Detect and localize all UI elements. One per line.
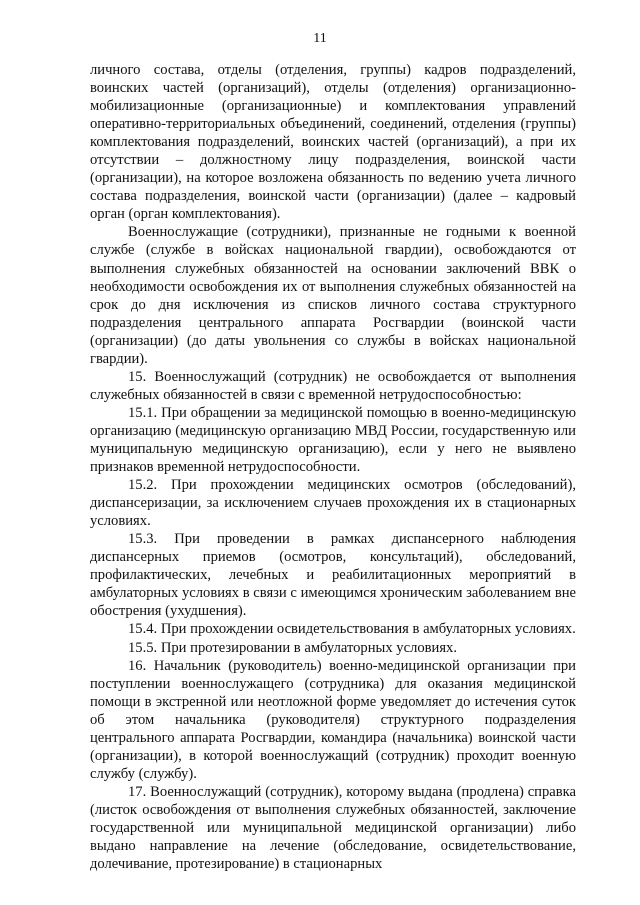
paragraph-15-3: 15.3. При проведении в рамках диспансерного наблюдения диспансерных приемов (осмотров, консультаций), обследований, профилактических, лечебных и реабилитационных мероприятий в амбулаторных условиях в связи с имеющимся хроническим заболеванием вне обострения (ухудшения). xyxy=(90,531,576,620)
paragraph-16: 16. Начальник (руководитель) военно-медицинской организации при поступлении военнослужащего (сотрудника) для оказания медицинской помощи в экстренной или неотложной форме уведомляет до истечения суток об этом начальника (руководителя) структурного подразделения центрального аппарата Росгвардии, командира (начальника) воинской части (организации), в которой военнослужащий (сотрудник) проходит военную службу (службу). xyxy=(90,657,576,782)
paragraph-unfit-servicemen: Военнослужащие (сотрудники), признанные не годными к военной службе (службе в войсках национальной гвардии), освобождаются от выполнения служебных обязанностей на основании заключений ВВК о необходимости освобождения их от выполнения служебных обязанностей на срок до дня исключения из списков личного состава структурного подразделения центрального аппарата Росгвардии (воинской части (организации) (до даты увольнения со службы в войсках национальной гвардии). xyxy=(90,224,576,367)
paragraph-15-1: 15.1. При обращении за медицинской помощью в военно-медицинскую организацию (медицинскую организацию МВД России, государственную или муниципальную медицинскую организацию), если у него не выявлено признаков временной нетрудоспособности. xyxy=(90,404,576,476)
paragraph-continuation: личного состава, отделы (отделения, группы) кадров подразделений, воинских частей (организаций), отделы (отделения) организационно-мобилизационные (организационные) и комплектования управлений оперативно-территориальных объединений, соединений, отделения (группы) комплектования подразделений, воинских частей (организаций), а при их отсутствии – должностному лицу подразделения, воинской части (организации), на которое возложена обязанность по ведению учета личного состава подразделения, воинской части (организации) (далее – кадровый орган (орган комплектования). xyxy=(90,62,576,223)
paragraph-15-4: 15.4. При прохождении освидетельствования в амбулаторных условиях. xyxy=(128,621,576,638)
paragraph-15-5: 15.5. При протезировании в амбулаторных условиях. xyxy=(128,639,458,656)
paragraph-15-2: 15.2. При прохождении медицинских осмотров (обследований), диспансеризации, за исключением случаев прохождения их в стационарных условиях. xyxy=(90,477,576,530)
document-body xyxy=(90,61,576,873)
paragraph-17: 17. Военнослужащий (сотрудник), которому выдана (продлена) справка (листок освобождения от выполнения служебных обязанностей, заключение государственной или муниципальной медицинской организации) либо выдано направление на лечение (обследование, освидетельствование, долечивание, протезирование) в стационарных xyxy=(90,783,576,873)
page-number: 11 xyxy=(313,31,327,46)
paragraph-15: 15. Военнослужащий (сотрудник) не освобождается от выполнения служебных обязанностей в связи с временной нетрудоспособностью: xyxy=(90,368,576,403)
